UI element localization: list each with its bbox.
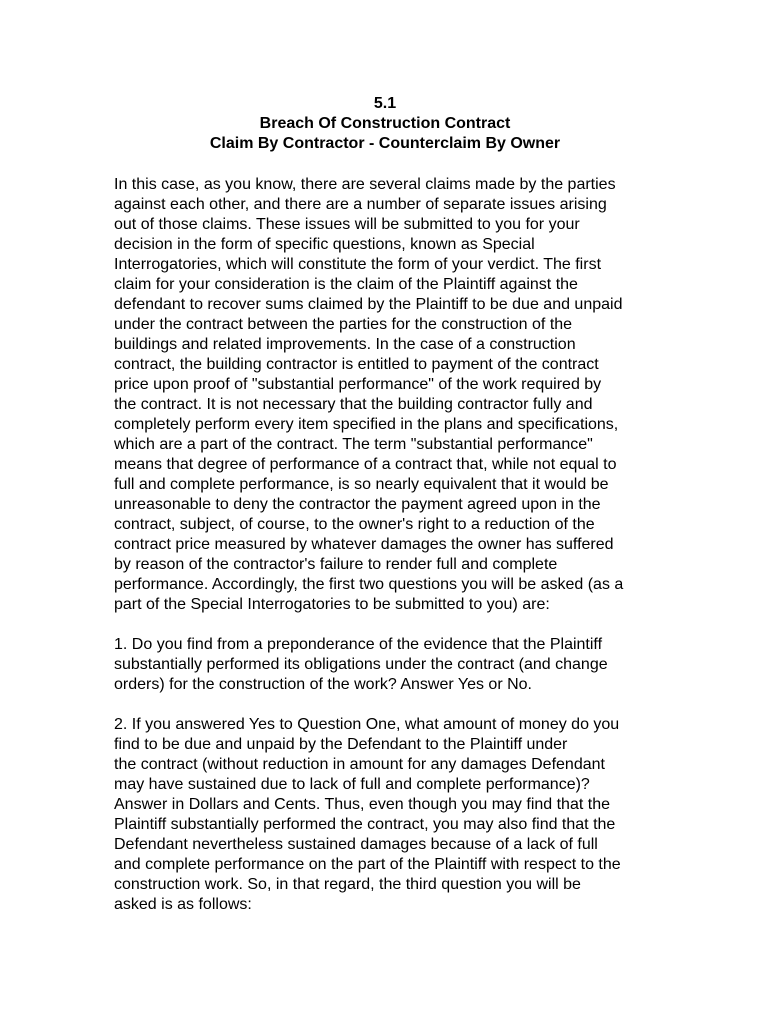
text-line: claim for your consideration is the claim of the Plaintiff against the [114, 276, 578, 293]
text-line: contract price measured by whatever damages the owner has suffered [114, 536, 614, 553]
text-line: against each other, and there are a number of separate issues arising [114, 196, 607, 213]
text-line: price upon proof of "substantial performance" of the work required by [114, 376, 602, 393]
text-line: asked is as follows: [114, 896, 252, 913]
text-line: 2. If you answered Yes to Question One, what amount of money do you [114, 716, 620, 733]
text-line: under the contract between the parties for the construction of the [114, 316, 573, 333]
paragraph [114, 175, 674, 615]
text-line: orders) for the construction of the work? Answer Yes or No. [114, 676, 532, 693]
text-line: Answer in Dollars and Cents. Thus, even though you may find that the [114, 796, 610, 813]
text-line: may have sustained due to lack of full and complete performance)? [114, 776, 590, 793]
section-number: 5.1 [373, 95, 397, 112]
text-line: Interrogatories, which will constitute the form of your verdict. The first [114, 256, 602, 273]
text-line: out of those claims. These issues will be submitted to you for your [114, 216, 580, 233]
document-subtitle: Claim By Contractor - Counterclaim By Owner [209, 135, 561, 152]
paragraph [114, 635, 674, 695]
text-line: which are a part of the contract. The term "substantial performance" [114, 436, 593, 453]
document-title: Breach Of Construction Contract [259, 115, 511, 132]
text-line: completely perform every item specified in the plans and specifications, [114, 416, 619, 433]
text-line: In this case, as you know, there are several claims made by the parties [114, 176, 616, 193]
text-line: contract, the building contractor is entitled to payment of the contract [114, 356, 599, 373]
text-line: substantially performed its obligations under the contract (and change [114, 656, 608, 673]
text-line: buildings and related improvements. In the case of a construction [114, 336, 576, 353]
text-line: part of the Special Interrogatories to be submitted to you) are: [114, 596, 550, 613]
text-line: Plaintiff substantially performed the contract, you may also find that the [114, 816, 616, 833]
text-line: defendant to recover sums claimed by the Plaintiff to be due and unpaid [114, 296, 623, 313]
text-line: Defendant nevertheless sustained damages because of a lack of full [114, 836, 598, 853]
text-line: the contract. It is not necessary that the building contractor fully and [114, 396, 593, 413]
text-line: contract, subject, of course, to the owner's right to a reduction of the [114, 516, 595, 533]
text-line: 1. Do you find from a preponderance of the evidence that the Plaintiff [114, 636, 603, 653]
text-line: the contract (without reduction in amount for any damages Defendant [114, 756, 605, 773]
text-line: and complete performance on the part of the Plaintiff with respect to the [114, 856, 621, 873]
text-line: performance. Accordingly, the first two questions you will be asked (as a [114, 576, 624, 593]
text-line: means that degree of performance of a contract that, while not equal to [114, 456, 617, 473]
text-line: unreasonable to deny the contractor the payment agreed upon in the [114, 496, 601, 513]
text-line: full and complete performance, is so nearly equivalent that it would be [114, 476, 609, 493]
text-line: find to be due and unpaid by the Defendant to the Plaintiff under [114, 736, 568, 753]
text-line: decision in the form of specific questions, known as Special [114, 236, 535, 253]
text-line: construction work. So, in that regard, the third question you will be [114, 876, 581, 893]
document-heading [0, 94, 770, 154]
text-line: by reason of the contractor's failure to render full and complete [114, 556, 558, 573]
document-body [114, 175, 674, 935]
paragraph [114, 715, 674, 915]
